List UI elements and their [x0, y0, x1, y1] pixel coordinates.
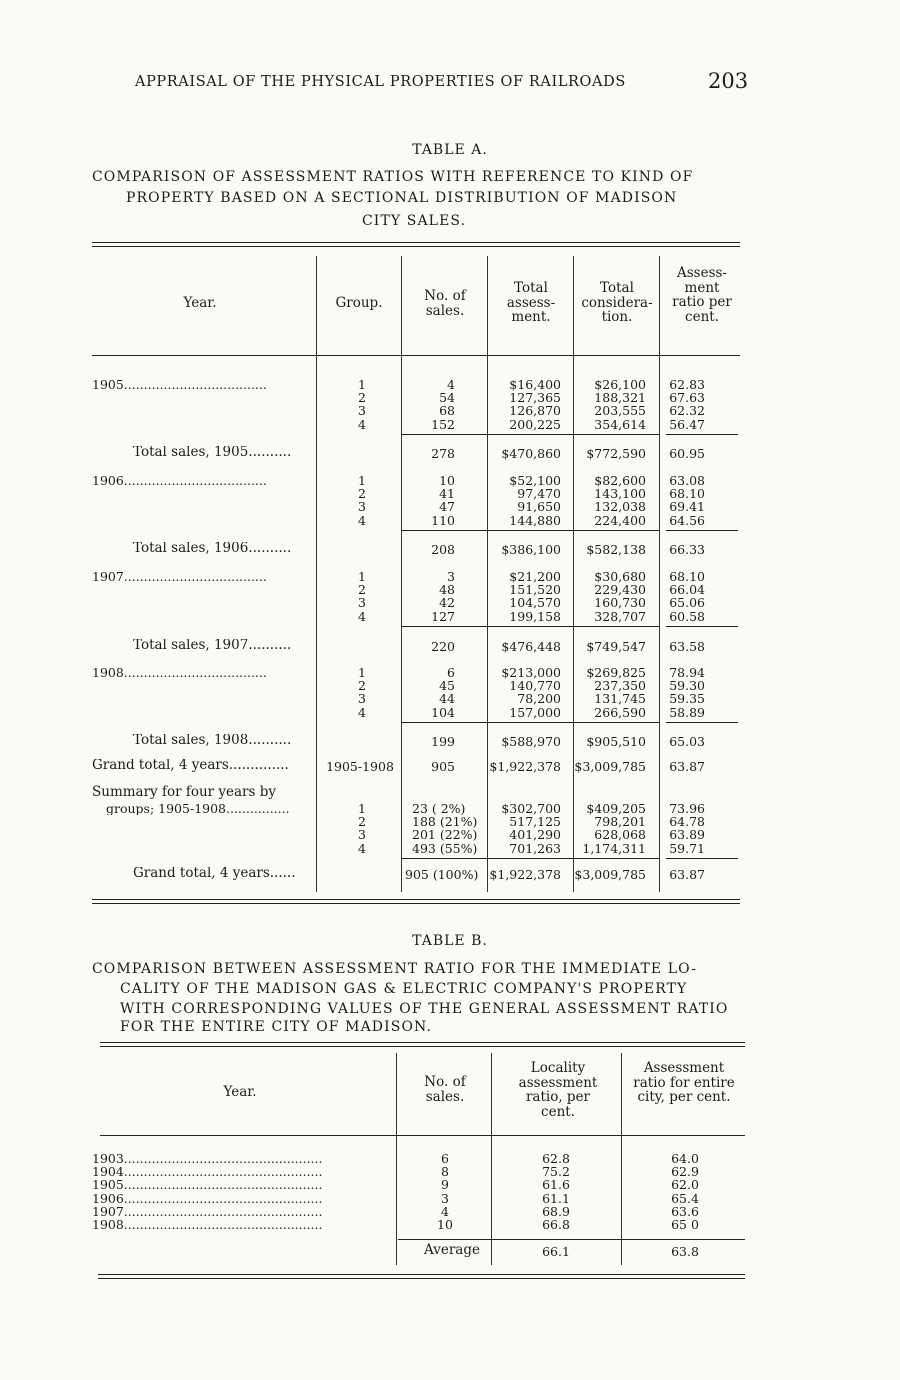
cell-group: 4 — [358, 608, 366, 624]
cell-sales: 10 — [439, 473, 455, 488]
cell-consideration: 229,430 — [594, 582, 646, 598]
summary-assessment: 701,263 — [509, 840, 561, 856]
cell-group: 3 — [358, 595, 366, 611]
cell-assessment: 199,158 — [509, 608, 561, 624]
total-ratio: 66.33 — [669, 542, 705, 557]
subtotal-rule-ratio — [666, 434, 738, 435]
cell-assessment: 200,225 — [509, 416, 561, 432]
cell-ratio: 60.58 — [669, 608, 705, 624]
table-b-col-head-year: Year. — [223, 1084, 257, 1100]
table-b-bottom-rule-2 — [98, 1278, 745, 1279]
table-a-top-rule — [92, 242, 740, 243]
col-head-consideration: Total considera-tion. — [581, 280, 653, 325]
cell-ratio: 68.10 — [669, 486, 705, 502]
cell-sales: 152 — [431, 416, 455, 432]
total-sales-label: Total sales, 1905.......... — [133, 446, 292, 459]
running-head-title: APPRAISAL OF THE PHYSICAL PROPERTIES OF RAILROADS — [135, 74, 626, 90]
year-row-label: 1905.................................... — [92, 378, 267, 391]
cell-sales: 48 — [439, 582, 455, 598]
cell-sales: 54 — [439, 390, 455, 406]
summary-assessment: 401,290 — [509, 827, 561, 843]
summary-ratio: 64.78 — [669, 814, 705, 830]
table-b-city: 65 0 — [671, 1217, 699, 1232]
cell-group: 1 — [358, 377, 366, 392]
total-ratio: 60.95 — [669, 446, 705, 461]
col-head-assessment: Total assess-ment. — [506, 280, 556, 325]
table-b-city: 64.0 — [671, 1151, 699, 1166]
cell-ratio: 67.63 — [669, 390, 705, 406]
table-b-sales: 10 — [437, 1217, 453, 1232]
table-b-average-rule — [398, 1239, 745, 1240]
table-b-top-rule-2 — [100, 1046, 745, 1047]
cell-group: 4 — [358, 704, 366, 720]
cell-consideration: 188,321 — [594, 390, 646, 406]
summary-consideration: $409,205 — [586, 801, 646, 816]
subtotal-rule — [401, 626, 659, 627]
table-a-header-rule — [92, 355, 740, 356]
table-b-locality: 61.6 — [542, 1177, 570, 1193]
cell-sales: 42 — [439, 595, 455, 611]
cell-ratio: 78.94 — [669, 665, 705, 680]
table-b-city: 62.9 — [671, 1164, 699, 1180]
table-b-col-head-sales: No. of sales. — [424, 1074, 466, 1105]
total-ratio: 65.03 — [669, 734, 705, 749]
cell-assessment: 97,470 — [517, 486, 561, 502]
summary-ratio: 63.89 — [669, 827, 705, 843]
cell-assessment: 151,520 — [509, 582, 561, 598]
table-b-sales: 3 — [441, 1190, 449, 1206]
cell-assessment: $52,100 — [509, 473, 561, 488]
table-b-divider-2 — [491, 1053, 492, 1265]
table-a-bottom-rule-2 — [92, 903, 740, 904]
subtotal-rule — [401, 722, 659, 723]
col-head-group: Group. — [335, 295, 383, 311]
grand-total-2-consideration: $3,009,785 — [574, 867, 646, 882]
table-a-heading-line-3: CITY SALES. — [362, 213, 467, 229]
cell-group: 2 — [358, 582, 366, 598]
col-head-ratio: Assess-ment ratio per cent. — [672, 265, 732, 325]
cell-sales: 110 — [431, 512, 455, 528]
table-b-city: 62.0 — [671, 1177, 699, 1193]
cell-sales: 4 — [447, 377, 455, 392]
total-ratio: 63.58 — [669, 639, 705, 654]
cell-sales: 127 — [431, 608, 455, 624]
table-a-heading-line-1: COMPARISON OF ASSESSMENT RATIOS WITH REFERENCE TO KIND OF — [92, 169, 694, 185]
grand-total-sales: 905 — [431, 759, 455, 774]
summary-ratio: 73.96 — [669, 801, 705, 816]
cell-assessment: 91,650 — [517, 499, 561, 515]
cell-consideration: $26,100 — [594, 377, 646, 392]
subtotal-rule — [401, 434, 659, 435]
table-b-col-head-locality: Locality assessment ratio, per cent. — [518, 1060, 598, 1120]
cell-assessment: 157,000 — [509, 704, 561, 720]
total-sales: 208 — [431, 542, 455, 557]
total-consideration: $749,547 — [586, 639, 646, 654]
table-b-year: 1903.................................................. — [92, 1152, 323, 1165]
cell-assessment: $21,200 — [509, 569, 561, 584]
cell-ratio: 59.35 — [669, 691, 705, 707]
cell-ratio: 65.06 — [669, 595, 705, 611]
table-b-col-head-city: Assessment ratio for entire city, per cent. — [633, 1060, 735, 1105]
total-consideration: $905,510 — [586, 734, 646, 749]
cell-group: 3 — [358, 499, 366, 515]
table-b-heading-line-2: CALITY OF THE MADISON GAS & ELECTRIC COMPANY'S PROPERTY — [120, 981, 688, 997]
total-sales: 220 — [431, 639, 455, 654]
cell-ratio: 56.47 — [669, 416, 705, 432]
summary-assessment: 517,125 — [509, 814, 561, 830]
cell-consideration: 131,745 — [594, 691, 646, 707]
cell-assessment: 140,770 — [509, 678, 561, 694]
table-a-heading-line-2: PROPERTY BASED ON A SECTIONAL DISTRIBUTION OF MADISON — [126, 190, 678, 206]
cell-assessment: 127,365 — [509, 390, 561, 406]
col-head-sales: No. of sales. — [424, 288, 466, 319]
table-b-year: 1908.................................................. — [92, 1218, 323, 1231]
cell-ratio: 66.04 — [669, 582, 705, 598]
year-row-label: 1907.................................... — [92, 570, 267, 583]
cell-group: 4 — [358, 512, 366, 528]
cell-sales: 3 — [447, 569, 455, 584]
cell-assessment: 104,570 — [509, 595, 561, 611]
total-sales-label: Total sales, 1908.......... — [133, 734, 292, 747]
table-b-heading-line-1: COMPARISON BETWEEN ASSESSMENT RATIO FOR THE IMMEDIATE LO- — [92, 961, 698, 977]
cell-group: 2 — [358, 678, 366, 694]
cell-group: 1 — [358, 569, 366, 584]
table-b-average-locality: 66.1 — [542, 1244, 570, 1259]
subtotal-rule-ratio — [666, 722, 738, 723]
table-b-locality: 61.1 — [542, 1190, 570, 1206]
table-b-sales: 6 — [441, 1151, 449, 1166]
grand-total-2-label: Grand total, 4 years...... — [133, 867, 296, 880]
total-assessment: $588,970 — [501, 734, 561, 749]
table-b-year: 1904.................................................. — [92, 1165, 323, 1179]
total-assessment: $386,100 — [501, 542, 561, 557]
cell-sales: 104 — [431, 704, 455, 720]
table-b-city: 63.6 — [671, 1203, 699, 1219]
cell-ratio: 63.08 — [669, 473, 705, 488]
cell-assessment: $213,000 — [501, 665, 561, 680]
total-consideration: $772,590 — [586, 446, 646, 461]
cell-sales: 68 — [439, 403, 455, 419]
cell-consideration: $30,680 — [594, 569, 646, 584]
summary-sales: 201 (22%) — [412, 827, 478, 843]
year-row-label: 1908.................................... — [92, 666, 267, 679]
total-assessment: $470,860 — [501, 446, 561, 461]
summary-sales: 188 (21%) — [412, 814, 478, 830]
year-row-label: 1906.................................... — [92, 474, 267, 487]
grand-total-ratio: 63.87 — [669, 759, 705, 774]
table-b-average-city: 63.8 — [671, 1244, 699, 1259]
cell-sales: 41 — [439, 486, 455, 502]
total-sales: 278 — [431, 446, 455, 461]
summary-rule-ratio — [666, 858, 738, 859]
cell-consideration: 143,100 — [594, 486, 646, 502]
total-assessment: $476,448 — [501, 639, 561, 654]
page-number: 203 — [708, 69, 749, 93]
table-b-year: 1907.................................................. — [92, 1204, 323, 1218]
cell-assessment: 78,200 — [517, 691, 561, 707]
summary-group: 3 — [358, 827, 366, 843]
table-b-header-rule — [100, 1135, 745, 1136]
cell-group: 3 — [358, 403, 366, 419]
cell-consideration: $82,600 — [594, 473, 646, 488]
summary-group: 4 — [358, 840, 366, 856]
grand-total-group: 1905-1908 — [326, 759, 394, 774]
table-b-year: 1906.................................................. — [92, 1191, 323, 1205]
summary-rule — [401, 858, 659, 859]
cell-group: 4 — [358, 416, 366, 432]
subtotal-rule — [401, 530, 659, 531]
subtotal-rule-ratio — [666, 626, 738, 627]
cell-sales: 6 — [447, 665, 455, 680]
cell-sales: 44 — [439, 691, 455, 707]
running-header — [0, 69, 900, 96]
cell-assessment: $16,400 — [509, 377, 561, 392]
grand-total-assessment: $1,922,378 — [489, 759, 561, 774]
cell-ratio: 62.32 — [669, 403, 705, 419]
table-a-label: TABLE A. — [412, 142, 488, 158]
cell-ratio: 59.30 — [669, 678, 705, 694]
summary-consideration: 798,201 — [594, 814, 646, 830]
table-b-year: 1905.................................................. — [92, 1178, 323, 1192]
table-a-divider-3 — [487, 256, 488, 892]
table-b-divider-3 — [621, 1053, 622, 1265]
cell-consideration: 266,590 — [594, 704, 646, 720]
cell-group: 1 — [358, 665, 366, 680]
grand-total-consideration: $3,009,785 — [574, 759, 646, 774]
grand-total-label: Grand total, 4 years.............. — [92, 759, 289, 772]
cell-consideration: 224,400 — [594, 512, 646, 528]
cell-sales: 45 — [439, 678, 455, 694]
table-b-sales: 8 — [441, 1164, 449, 1180]
grand-total-2-sales: 905 (100%) — [405, 867, 479, 882]
table-b-locality: 66.8 — [542, 1217, 570, 1232]
cell-sales: 47 — [439, 499, 455, 515]
summary-consideration: 1,174,311 — [582, 840, 646, 856]
table-a-top-rule-2 — [92, 246, 740, 247]
table-b-bottom-rule — [98, 1274, 745, 1275]
table-b-top-rule — [100, 1042, 745, 1043]
grand-total-2-ratio: 63.87 — [669, 867, 705, 882]
cell-group: 3 — [358, 691, 366, 707]
summary-ratio: 59.71 — [669, 840, 705, 856]
cell-consideration: 354,614 — [594, 416, 646, 432]
table-b-average-label: Average — [424, 1242, 480, 1258]
summary-assessment: $302,700 — [501, 801, 561, 816]
cell-consideration: 328,707 — [594, 608, 646, 624]
cell-assessment: 126,870 — [509, 403, 561, 419]
cell-consideration: 203,555 — [594, 403, 646, 419]
table-a-bottom-rule — [92, 899, 740, 900]
grand-total-2-assessment: $1,922,378 — [489, 867, 561, 882]
summary-group: 2 — [358, 814, 366, 830]
cell-group: 1 — [358, 473, 366, 488]
summary-label-line-2: groups; 1905-1908................ — [106, 802, 290, 815]
table-b-divider-1 — [396, 1053, 397, 1265]
table-b-locality: 68.9 — [542, 1203, 570, 1219]
cell-consideration: 237,350 — [594, 678, 646, 694]
table-b-label: TABLE B. — [412, 933, 488, 949]
subtotal-rule-ratio — [666, 530, 738, 531]
summary-consideration: 628,068 — [594, 827, 646, 843]
summary-sales: 493 (55%) — [412, 840, 478, 856]
cell-ratio: 69.41 — [669, 499, 705, 515]
cell-ratio: 58.89 — [669, 704, 705, 720]
summary-label-line-1: Summary for four years by — [92, 784, 277, 800]
total-sales: 199 — [431, 734, 455, 749]
table-b-heading-line-3: WITH CORRESPONDING VALUES OF THE GENERAL ASSESSMENT RATIO — [120, 1001, 729, 1017]
table-a-divider-1 — [316, 256, 317, 892]
cell-group: 2 — [358, 390, 366, 406]
cell-ratio: 68.10 — [669, 569, 705, 584]
cell-group: 2 — [358, 486, 366, 502]
cell-ratio: 62.83 — [669, 377, 705, 392]
table-b-sales: 4 — [441, 1203, 449, 1219]
total-sales-label: Total sales, 1907.......... — [133, 639, 292, 652]
cell-consideration: 160,730 — [594, 595, 646, 611]
table-b-city: 65.4 — [671, 1190, 699, 1206]
col-head-year: Year. — [183, 295, 217, 311]
summary-group: 1 — [358, 801, 366, 816]
table-b-heading-line-4: FOR THE ENTIRE CITY OF MADISON. — [120, 1019, 433, 1035]
cell-consideration: 132,038 — [594, 499, 646, 515]
table-b-locality: 75.2 — [542, 1164, 570, 1180]
table-b-locality: 62.8 — [542, 1151, 570, 1166]
cell-ratio: 64.56 — [669, 512, 705, 528]
table-b-sales: 9 — [441, 1177, 449, 1193]
cell-consideration: $269,825 — [586, 665, 646, 680]
cell-assessment: 144,880 — [509, 512, 561, 528]
total-sales-label: Total sales, 1906.......... — [133, 542, 292, 555]
summary-sales: 23 ( 2%) — [412, 801, 466, 816]
total-consideration: $582,138 — [586, 542, 646, 557]
